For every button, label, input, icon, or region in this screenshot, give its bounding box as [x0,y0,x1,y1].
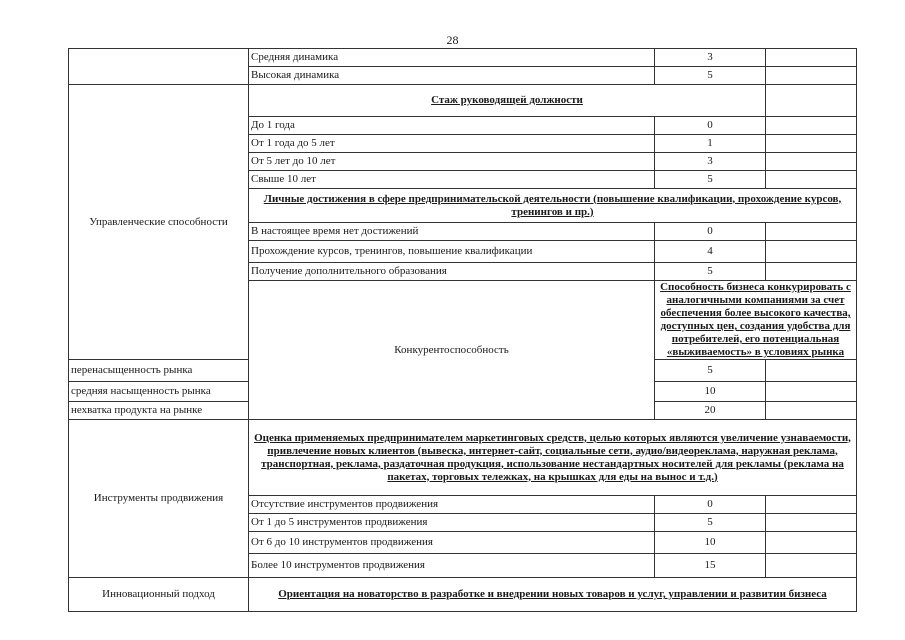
criteria-table [68,48,857,612]
section-heading: Оценка применяемых предпринимателем маркетинговых средств, целью которых являются увеличение узнаваемости, привлечение новых клиентов (вывеска, интернет-сайт, социальные сети, аудио/видеореклама, наружная реклама, транспортная, реклама, раздаточная продукция, использование нестандартных носителей для рекламы (реклама на пакетах, торговых тележках, на крышках для еды на вынос и т.д.) [249,420,857,496]
points-value: 0 [655,496,766,514]
score-cell [766,241,857,263]
criterion-label: От 6 до 10 инструментов продвижения [249,532,655,554]
score-cell [766,135,857,153]
category-cell [69,49,249,85]
points-value: 1 [655,135,766,153]
score-cell [766,49,857,67]
criterion-label: Высокая динамика [249,67,655,85]
section-heading: Личные достижения в сфере предпринимательской деятельности (повышение квалификации, прохождение курсов, тренингов и пр.) [249,189,857,223]
criterion-label: До 1 года [249,117,655,135]
score-cell [766,496,857,514]
table-row [69,49,857,67]
table-row [69,578,857,612]
score-cell [766,117,857,135]
criterion-label: От 1 года до 5 лет [249,135,655,153]
points-value: 3 [655,153,766,171]
score-cell [766,360,857,382]
points-value: 3 [655,49,766,67]
criterion-label: В настоящее время нет достижений [249,223,655,241]
criterion-label: Получение дополнительного образования [249,263,655,281]
score-cell [766,223,857,241]
criterion-label: Средняя динамика [249,49,655,67]
points-value: 5 [655,263,766,281]
criterion-label: От 5 лет до 10 лет [249,153,655,171]
score-cell [766,153,857,171]
criterion-label: перенасыщенность рынка [69,360,249,382]
score-cell [766,514,857,532]
criterion-label: Отсутствие инструментов продвижения [249,496,655,514]
points-value: 5 [655,171,766,189]
page-number: 28 [446,33,459,47]
points-value: 0 [655,117,766,135]
score-cell [766,263,857,281]
criterion-label: средняя насыщенность рынка [69,382,249,402]
score-cell [766,402,857,420]
category-competitiveness: Конкурентоспособность [249,281,655,420]
criterion-label: От 1 до 5 инструментов продвижения [249,514,655,532]
criterion-label: Более 10 инструментов продвижения [249,554,655,578]
points-value: 15 [655,554,766,578]
table-row [69,420,857,496]
score-cell [766,554,857,578]
points-value: 5 [655,514,766,532]
category-innovation: Инновационный подход [69,578,249,612]
points-value: 10 [655,382,766,402]
criterion-label: нехватка продукта на рынке [69,402,249,420]
category-management: Управленческие способности [69,85,249,360]
score-cell [766,532,857,554]
section-heading: Способность бизнеса конкурировать с аналогичными компаниями за счет обеспечения более высокого качества, доступных цен, создания удобства для потребителей, его потенциальная «выживаемость» в условиях рынка [655,281,857,360]
section-heading: Ориентация на новаторство в разработке и внедрении новых товаров и услуг, управлении и развитии бизнеса [249,578,857,612]
table-row [69,85,857,117]
score-cell [766,382,857,402]
points-value: 10 [655,532,766,554]
score-cell [766,67,857,85]
points-value: 4 [655,241,766,263]
points-value: 5 [655,360,766,382]
score-cell [766,171,857,189]
score-cell [766,85,857,117]
points-value: 20 [655,402,766,420]
points-value: 0 [655,223,766,241]
section-heading: Стаж руководящей должности [249,85,766,117]
criterion-label: Прохождение курсов, тренингов, повышение квалификации [249,241,655,263]
criterion-label: Свыше 10 лет [249,171,655,189]
category-promotion: Инструменты продвижения [69,420,249,578]
points-value: 5 [655,67,766,85]
